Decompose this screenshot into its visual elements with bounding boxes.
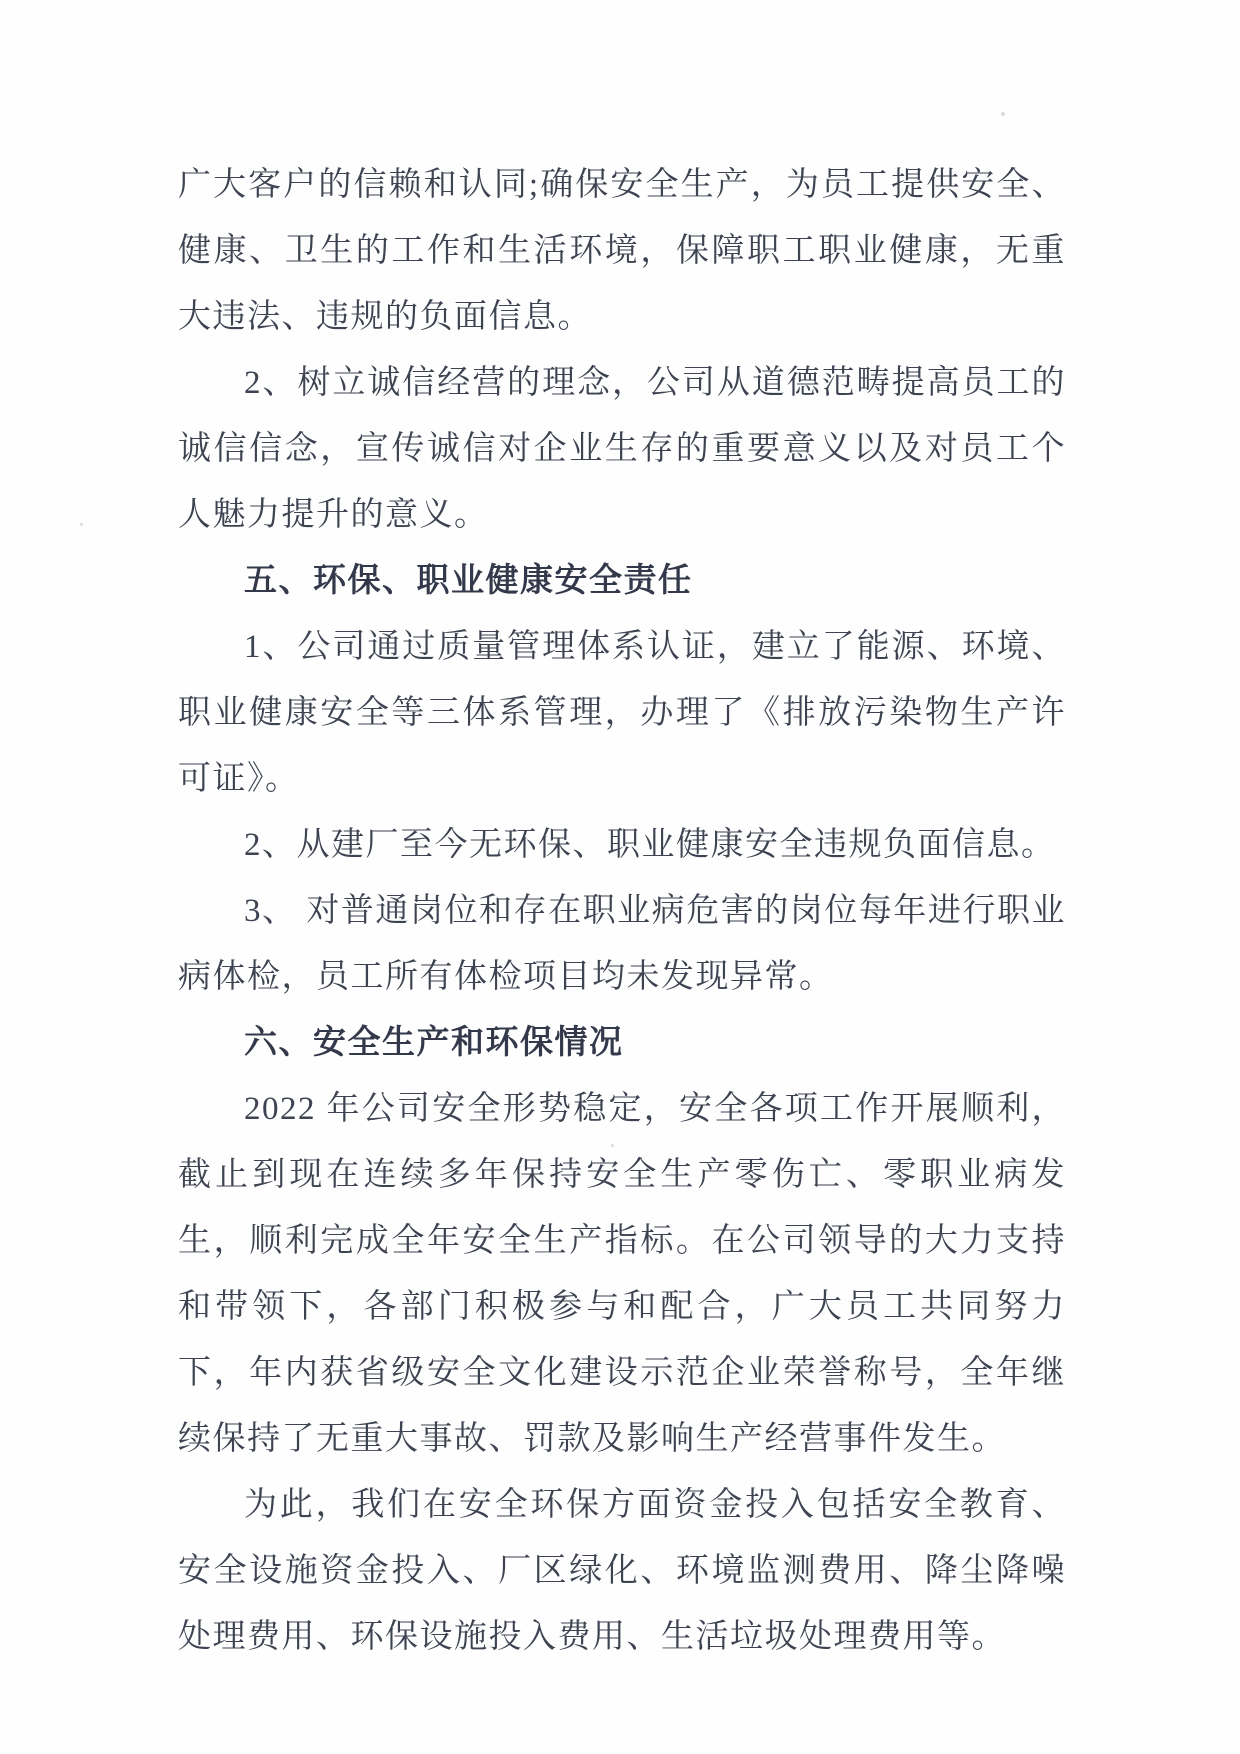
section-heading: 五、环保、职业健康安全责任 xyxy=(244,563,693,599)
body-paragraph: 为此，我们在安全环保方面资金投入包括安全教育、安全设施资金投入、厂区绿化、环境监测费用、降尘降噪处理费用、环保设施投入费用、生活垃圾处理费用等。 xyxy=(178,1487,1066,1655)
body-paragraph: 2022 年公司安全形势稳定，安全各项工作开展顺利，截止到现在连续多年保持安全生产零伤亡、零职业病发生，顺利完成全年安全生产指标。在公司领导的大力支持和带领下，各部门积极参与和配合，广大员工共同努力下，年内获省级安全文化建设示范企业荣誉称号，全年继续保持了无重大事故、罚款及影响生产经营事件发生。 xyxy=(178,1091,1066,1457)
document-body xyxy=(178,152,1066,1670)
scan-speck xyxy=(1001,112,1005,116)
body-paragraph: 1、公司通过质量管理体系认证，建立了能源、环境、职业健康安全等三体系管理，办理了《排放污染物生产许可证》。 xyxy=(178,629,1066,797)
section-heading: 六、安全生产和环保情况 xyxy=(244,1025,624,1061)
body-paragraph: 2、从建厂至今无环保、职业健康安全违规负面信息。 xyxy=(244,827,1056,863)
body-paragraph: 广大客户的信赖和认同;确保安全生产，为员工提供安全、健康、卫生的工作和生活环境，保障职工职业健康，无重大违法、违规的负面信息。 xyxy=(178,167,1066,335)
body-paragraph: 2、树立诚信经营的理念，公司从道德范畴提高员工的诚信信念，宣传诚信对企业生存的重要意义以及对员工个人魅力提升的意义。 xyxy=(178,365,1066,533)
scan-speck xyxy=(80,523,83,526)
body-paragraph: 3、 对普通岗位和存在职业病危害的岗位每年进行职业病体检，员工所有体检项目均未发现异常。 xyxy=(178,893,1066,995)
